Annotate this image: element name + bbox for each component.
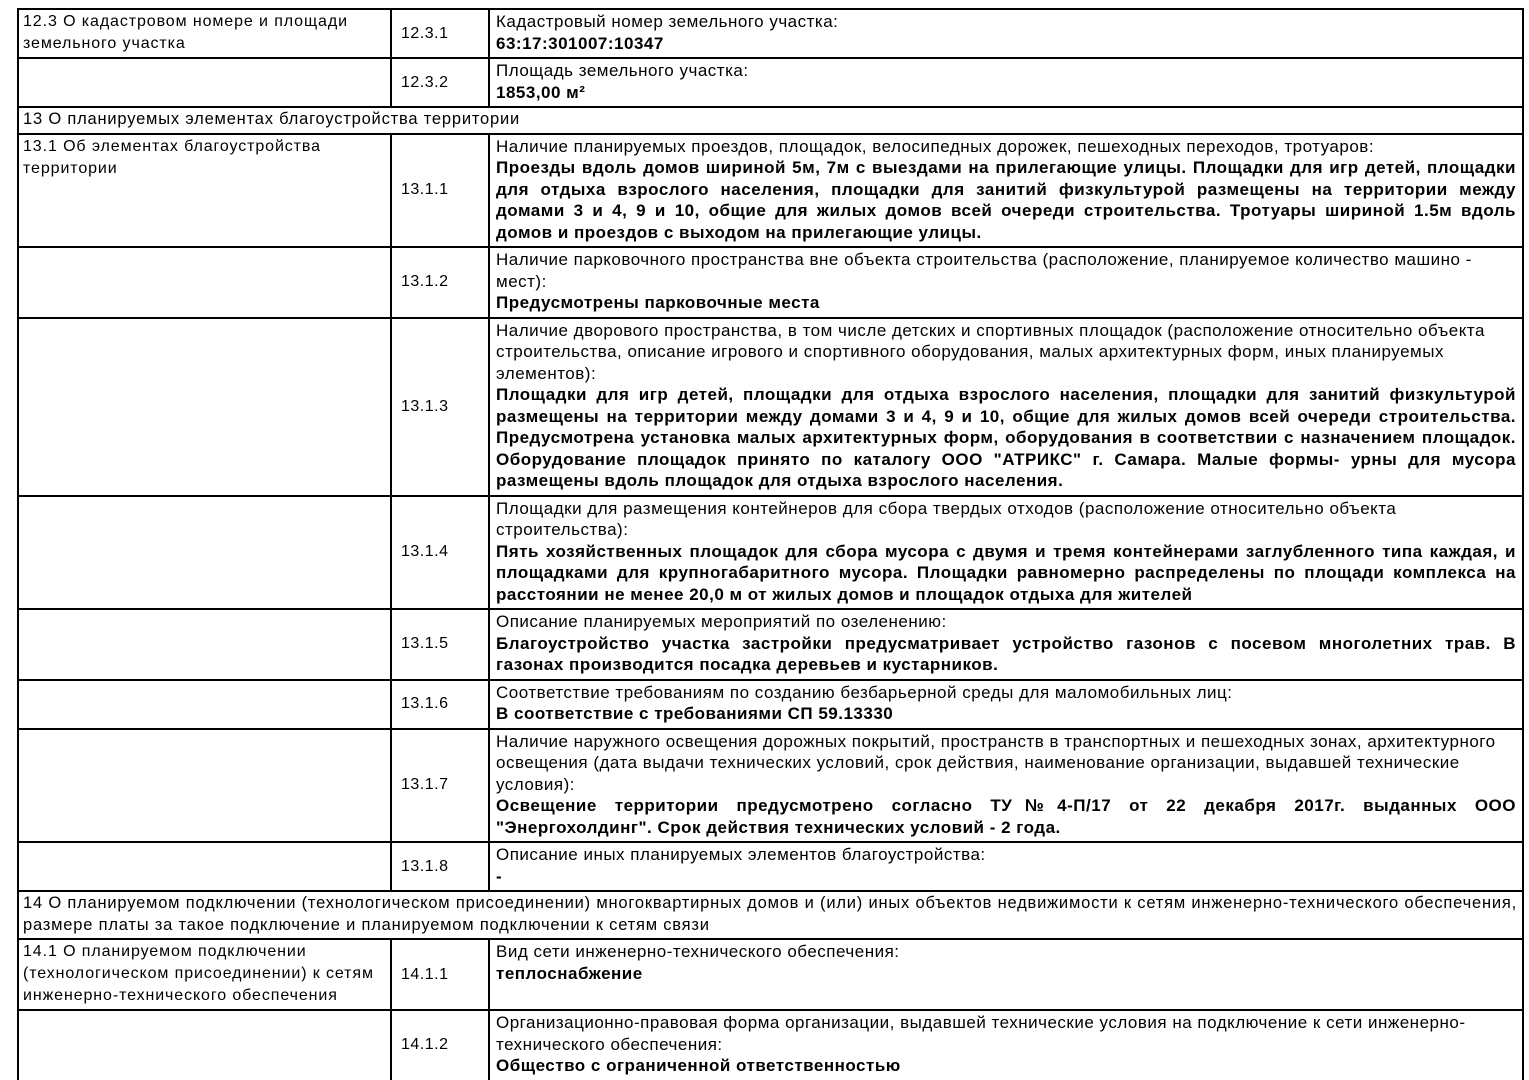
row-content-cell <box>489 729 1523 843</box>
field-label: Описание иных планируемых элементов благоустройства: <box>496 845 986 864</box>
row-number: 13.1.4 <box>391 496 489 610</box>
row-number: 13.1.1 <box>391 134 489 248</box>
field-value: Освещение территории предусмотрено согласно ТУ№4-П/17 от 22 декабря 2017г. выданных ООО "Энергохолдинг". Срок действия технических условий - 2 года. <box>496 796 1516 837</box>
section-title: 13 О планируемых элементах благоустройства территории <box>18 107 1523 134</box>
row-left-label <box>18 729 391 843</box>
row-left-label <box>18 680 391 729</box>
row-number: 13.1.2 <box>391 247 489 318</box>
field-value: - <box>496 866 503 886</box>
row-content-cell <box>489 842 1523 891</box>
section-header-row <box>18 107 1523 134</box>
row-left-label <box>18 318 391 496</box>
field-value: Благоустройство участка застройки предусматривает устройство газонов с посевом многолетних трав. В газонах производится посадка деревьев и кустарников. <box>496 633 1516 674</box>
row-left-label <box>18 58 391 107</box>
field-label: Кадастровый номер земельного участка: <box>496 12 839 31</box>
row-left-label <box>18 609 391 680</box>
table-row <box>18 939 1523 1010</box>
field-value: Общество с ограниченной ответственностью <box>496 1056 901 1075</box>
row-number: 13.1.7 <box>391 729 489 843</box>
row-content-cell <box>489 939 1523 1010</box>
row-left-label <box>18 1010 391 1080</box>
row-left-label: 13.1 Об элементах благоустройства территории <box>18 134 391 248</box>
row-number: 14.1.1 <box>391 939 489 1010</box>
table-row <box>18 1010 1523 1080</box>
table-row <box>18 58 1523 107</box>
table-row <box>18 680 1523 729</box>
field-value: Площадки для игр детей, площадки для отдыха взрослого населения, площадки для занитий физкультурой размещены на территории между домами 3 и 4, 9 и 10, общие для жилых домов всей очереди строительства. Предусмотрена установка малых архитектурных форм, оборудования в соответствии с назначением площадок. Оборудование площадок принято по каталогу ООО "АТРИКС" г. Самара. Малые формы- урны для мусора размещены вдоль площадок для отдыха взрослого населения. <box>496 385 1516 490</box>
field-value: В соответствие с требованиями СП 59.13330 <box>496 704 894 723</box>
field-value: теплоснабжение <box>496 963 643 983</box>
table-row <box>18 496 1523 610</box>
field-value: Проезды вдоль домов шириной 5м, 7м с выездами на прилегающие улицы. Площадки для игр детей, площадки для отдыха взрослого населения, площадки для занитий физкультурой размещены на территории между домами 3 и 4, 9 и 10, общие для жилых домов всей очереди строительства. Тротуары шириной 1.5м вдоль домов и проездов с выходом на прилегающие улицы. <box>496 158 1516 242</box>
field-label: Организационно-правовая форма организации, выдавшей технические условия на подключение к сети инженерно-технического обеспечения: <box>496 1013 1466 1054</box>
field-value: 1853,00 м² <box>496 82 586 102</box>
row-left-label: 14.1 О планируемом подключении (технологическом присоединении) к сетям инженерно-технического обеспечения <box>18 939 391 1010</box>
row-content-cell <box>489 496 1523 610</box>
section-title: 14 О планируемом подключении (технологическом присоединении) многоквартирных домов и (или) иных объектов недвижимости к сетям инженерно-технического обеспечения, размере платы за такое подключение и планируемом подключении к сетям связи <box>18 891 1523 939</box>
row-content-cell <box>489 609 1523 680</box>
row-content-cell <box>489 247 1523 318</box>
field-label: Наличие дворового пространства, в том числе детских и спортивных площадок (расположение относительно объекта строительства, описание игрового и спортивного оборудования, малых архитектурных форм, иных планируемых элементов): <box>496 320 1485 383</box>
row-number: 12.3.2 <box>391 58 489 107</box>
field-label: Наличие парковочного пространства вне объекта строительства (расположение, планируемое количество машино - мест): <box>496 250 1472 291</box>
row-left-label: 12.3 О кадастровом номере и площади земельного участка <box>18 9 391 58</box>
row-number: 13.1.6 <box>391 680 489 729</box>
field-label: Наличие наружного освещения дорожных покрытий, пространств в транспортных и пешеходных зонах, архитектурного освещения (дата выдачи технических условий, срок действия, наименование организации, выдавшей технические условия): <box>496 731 1496 794</box>
field-value: 63:17:301007:10347 <box>496 33 664 53</box>
field-label: Соответствие требованиям по созданию безбарьерной среды для маломобильных лиц: <box>496 682 1233 702</box>
declaration-table <box>17 8 1524 1080</box>
row-content-cell <box>489 58 1523 107</box>
row-number: 14.1.2 <box>391 1010 489 1080</box>
table-row <box>18 9 1523 58</box>
table-row <box>18 247 1523 318</box>
field-value: Пять хозяйственных площадок для сбора мусора с двумя и тремя контейнерами заглубленного типа каждая, и площадками для крупногабаритного мусора. Площадки равномерно распределены по площади комплекса на расстоянии не менее 20,0 м от жилых домов и площадок отдыха для жителей <box>496 541 1516 604</box>
table-row <box>18 729 1523 843</box>
table-row <box>18 609 1523 680</box>
row-left-label <box>18 842 391 891</box>
row-left-label <box>18 496 391 610</box>
row-content-cell <box>489 680 1523 729</box>
table-row <box>18 134 1523 248</box>
field-label: Описание планируемых мероприятий по озеленению: <box>496 612 947 631</box>
field-value: Предусмотрены парковочные места <box>496 293 820 312</box>
row-number: 13.1.5 <box>391 609 489 680</box>
table-row <box>18 842 1523 891</box>
row-content-cell <box>489 9 1523 58</box>
field-label: Площадки для размещения контейнеров для сбора твердых отходов (расположение относительно объекта строительства): <box>496 498 1397 539</box>
field-label: Наличие планируемых проездов, площадок, велосипедных дорожек, пешеходных переходов, тротуаров: <box>496 136 1375 156</box>
row-content-cell <box>489 134 1523 248</box>
row-number: 12.3.1 <box>391 9 489 58</box>
row-number: 13.1.3 <box>391 318 489 496</box>
row-number: 13.1.8 <box>391 842 489 891</box>
table-row <box>18 318 1523 496</box>
field-label: Площадь земельного участка: <box>496 61 749 80</box>
section-header-row <box>18 891 1523 939</box>
row-content-cell <box>489 318 1523 496</box>
field-label: Вид сети инженерно-технического обеспечения: <box>496 942 900 961</box>
row-left-label <box>18 247 391 318</box>
row-content-cell <box>489 1010 1523 1080</box>
